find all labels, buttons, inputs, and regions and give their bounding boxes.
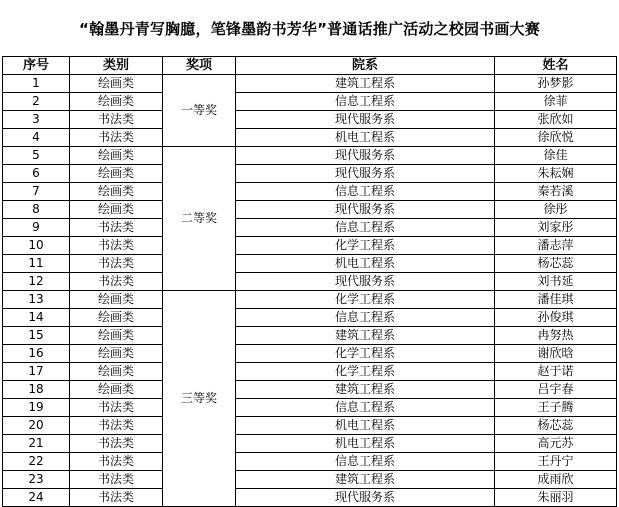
- cell-name[interactable]: 王子腾: [495, 399, 617, 417]
- table-body: [3, 75, 617, 507]
- cell-no[interactable]: 3: [3, 111, 70, 129]
- cell-department[interactable]: 机电工程系: [236, 255, 495, 273]
- cell-no[interactable]: 20: [3, 417, 70, 435]
- cell-award[interactable]: 一等奖: [163, 75, 236, 147]
- table-row: [3, 219, 617, 237]
- table-row: [3, 435, 617, 453]
- cell-name[interactable]: 王丹宁: [495, 453, 617, 471]
- cell-department[interactable]: 建筑工程系: [236, 381, 495, 399]
- table-row: [3, 273, 617, 291]
- cell-department[interactable]: 化学工程系: [236, 291, 495, 309]
- cell-no[interactable]: 9: [3, 219, 70, 237]
- cell-no[interactable]: 6: [3, 165, 70, 183]
- cell-category[interactable]: 书法类: [70, 399, 163, 417]
- cell-name[interactable]: 孙梦影: [495, 75, 617, 93]
- cell-no[interactable]: 10: [3, 237, 70, 255]
- cell-no[interactable]: 16: [3, 345, 70, 363]
- cell-no[interactable]: 7: [3, 183, 70, 201]
- cell-department[interactable]: 现代服务系: [236, 165, 495, 183]
- cell-name[interactable]: 朱丽羽: [495, 489, 617, 507]
- award-table: [2, 56, 617, 507]
- cell-category[interactable]: 绘画类: [70, 147, 163, 165]
- cell-name[interactable]: 刘书延: [495, 273, 617, 291]
- cell-no[interactable]: 22: [3, 453, 70, 471]
- cell-name[interactable]: 刘家彤: [495, 219, 617, 237]
- cell-name[interactable]: 张欣如: [495, 111, 617, 129]
- cell-category[interactable]: 绘画类: [70, 93, 163, 111]
- cell-category[interactable]: 书法类: [70, 219, 163, 237]
- cell-no[interactable]: 14: [3, 309, 70, 327]
- table-row: [3, 237, 617, 255]
- cell-name[interactable]: 成雨欣: [495, 471, 617, 489]
- cell-name[interactable]: 徐佳: [495, 147, 617, 165]
- cell-no[interactable]: 5: [3, 147, 70, 165]
- cell-department[interactable]: 机电工程系: [236, 417, 495, 435]
- table-row: [3, 309, 617, 327]
- cell-no[interactable]: 13: [3, 291, 70, 309]
- cell-department[interactable]: 现代服务系: [236, 147, 495, 165]
- table-row: [3, 93, 617, 111]
- cell-department[interactable]: 信息工程系: [236, 93, 495, 111]
- cell-no[interactable]: 2: [3, 93, 70, 111]
- cell-category[interactable]: 书法类: [70, 417, 163, 435]
- table-row: [3, 111, 617, 129]
- cell-department[interactable]: 信息工程系: [236, 399, 495, 417]
- cell-category[interactable]: 绘画类: [70, 345, 163, 363]
- cell-department[interactable]: 信息工程系: [236, 219, 495, 237]
- header-name[interactable]: 姓名: [495, 57, 617, 75]
- cell-no[interactable]: 4: [3, 129, 70, 147]
- cell-no[interactable]: 24: [3, 489, 70, 507]
- cell-category[interactable]: 绘画类: [70, 381, 163, 399]
- cell-name[interactable]: 谢欣晗: [495, 345, 617, 363]
- table-row: [3, 165, 617, 183]
- cell-category[interactable]: 书法类: [70, 471, 163, 489]
- table-row: [3, 255, 617, 273]
- cell-name[interactable]: 孙俊琪: [495, 309, 617, 327]
- cell-name[interactable]: 杨芯蕊: [495, 255, 617, 273]
- cell-category[interactable]: 书法类: [70, 435, 163, 453]
- table-row: [3, 381, 617, 399]
- cell-category[interactable]: 绘画类: [70, 165, 163, 183]
- table-row: [3, 129, 617, 147]
- cell-department[interactable]: 建筑工程系: [236, 327, 495, 345]
- cell-award[interactable]: 二等奖: [163, 147, 236, 291]
- cell-category[interactable]: 绘画类: [70, 363, 163, 381]
- header-category[interactable]: 类别: [70, 57, 163, 75]
- cell-department[interactable]: 建筑工程系: [236, 471, 495, 489]
- cell-category[interactable]: 绘画类: [70, 75, 163, 93]
- table-row: [3, 291, 617, 309]
- table-row: [3, 201, 617, 219]
- cell-department[interactable]: 化学工程系: [236, 345, 495, 363]
- cell-no[interactable]: 23: [3, 471, 70, 489]
- cell-no[interactable]: 15: [3, 327, 70, 345]
- table-row: [3, 183, 617, 201]
- cell-department[interactable]: 现代服务系: [236, 489, 495, 507]
- cell-name[interactable]: 高元苏: [495, 435, 617, 453]
- cell-no[interactable]: 11: [3, 255, 70, 273]
- cell-name[interactable]: 吕宇春: [495, 381, 617, 399]
- cell-name[interactable]: 杨芯蕊: [495, 417, 617, 435]
- cell-category[interactable]: 书法类: [70, 273, 163, 291]
- table-row: [3, 417, 617, 435]
- cell-no[interactable]: 17: [3, 363, 70, 381]
- cell-category[interactable]: 书法类: [70, 453, 163, 471]
- cell-category[interactable]: 绘画类: [70, 327, 163, 345]
- cell-name[interactable]: 徐菲: [495, 93, 617, 111]
- table-row: [3, 327, 617, 345]
- cell-category[interactable]: 绘画类: [70, 183, 163, 201]
- cell-name[interactable]: 潘志萍: [495, 237, 617, 255]
- cell-department[interactable]: 现代服务系: [236, 273, 495, 291]
- cell-name[interactable]: 徐彤: [495, 201, 617, 219]
- table-row: [3, 147, 617, 165]
- table-row: [3, 363, 617, 381]
- cell-name[interactable]: 朱耘娴: [495, 165, 617, 183]
- cell-no[interactable]: 12: [3, 273, 70, 291]
- cell-department[interactable]: 现代服务系: [236, 201, 495, 219]
- header-award[interactable]: 奖项: [163, 57, 236, 75]
- cell-category[interactable]: 绘画类: [70, 309, 163, 327]
- cell-award[interactable]: 三等奖: [163, 291, 236, 507]
- cell-no[interactable]: 18: [3, 381, 70, 399]
- header-no[interactable]: 序号: [3, 57, 70, 75]
- cell-category[interactable]: 书法类: [70, 129, 163, 147]
- cell-department[interactable]: 信息工程系: [236, 453, 495, 471]
- cell-category[interactable]: 绘画类: [70, 201, 163, 219]
- cell-department[interactable]: 化学工程系: [236, 237, 495, 255]
- table-row: [3, 453, 617, 471]
- cell-department[interactable]: 现代服务系: [236, 111, 495, 129]
- header-department[interactable]: 院系: [236, 57, 495, 75]
- cell-no[interactable]: 8: [3, 201, 70, 219]
- cell-department[interactable]: 机电工程系: [236, 129, 495, 147]
- cell-name[interactable]: 潘佳琪: [495, 291, 617, 309]
- cell-department[interactable]: 信息工程系: [236, 309, 495, 327]
- cell-department[interactable]: 化学工程系: [236, 363, 495, 381]
- header-row: [3, 57, 617, 75]
- cell-category[interactable]: 书法类: [70, 111, 163, 129]
- page-title: “翰墨丹青写胸臆，笔锋墨韵书芳华”普通话推广活动之校园书画大赛: [79, 19, 540, 38]
- table-row: [3, 471, 617, 489]
- table-row: [3, 489, 617, 507]
- table-row: [3, 399, 617, 417]
- cell-no[interactable]: 19: [3, 399, 70, 417]
- table-row: [3, 75, 617, 93]
- cell-no[interactable]: 1: [3, 75, 70, 93]
- table-row: [3, 345, 617, 363]
- cell-no[interactable]: 21: [3, 435, 70, 453]
- cell-department[interactable]: 建筑工程系: [236, 75, 495, 93]
- cell-category[interactable]: 书法类: [70, 237, 163, 255]
- cell-category[interactable]: 书法类: [70, 489, 163, 507]
- cell-category[interactable]: 书法类: [70, 255, 163, 273]
- cell-category[interactable]: 绘画类: [70, 291, 163, 309]
- cell-department[interactable]: 机电工程系: [236, 435, 495, 453]
- cell-name[interactable]: 冉努热: [495, 327, 617, 345]
- cell-name[interactable]: 秦若溪: [495, 183, 617, 201]
- cell-name[interactable]: 赵于诺: [495, 363, 617, 381]
- cell-department[interactable]: 信息工程系: [236, 183, 495, 201]
- cell-name[interactable]: 徐欣悦: [495, 129, 617, 147]
